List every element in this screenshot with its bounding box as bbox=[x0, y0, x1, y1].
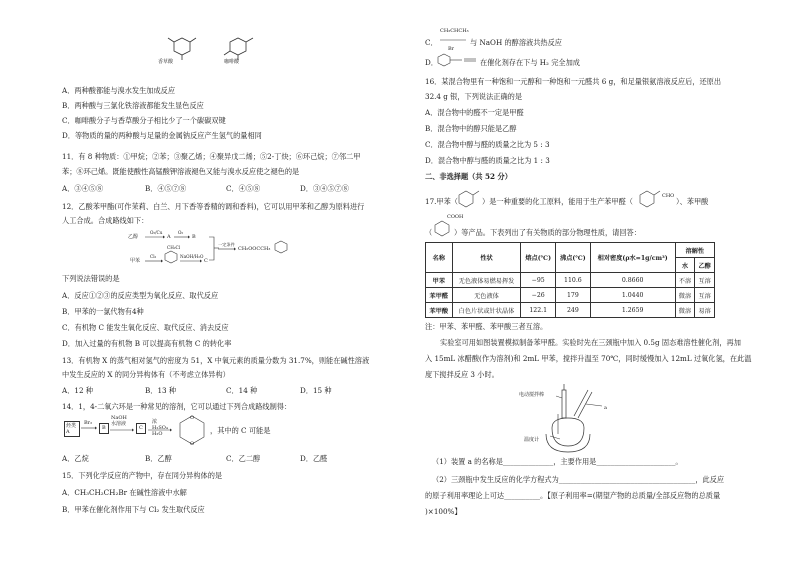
benzaldehyde-structure bbox=[637, 186, 661, 208]
section-heading: 二、非选择题（共 52 分） bbox=[425, 172, 512, 181]
cell: 无色液体易燃易挥发 bbox=[452, 273, 521, 288]
q15c-br: Br bbox=[448, 46, 455, 52]
q17-sub2-line2: 的原子利用率理论上可达__________。【原子利用率=(期望产物的总质量/全部反应物的总质量 bbox=[425, 491, 721, 500]
caffeic-acid-label: 咖啡酸 bbox=[224, 59, 240, 65]
q15-option-c-prefix: C． bbox=[425, 38, 438, 47]
scheme-cond4: NaOH/H₂O bbox=[180, 254, 204, 259]
scheme-toluene: 甲苯 bbox=[130, 258, 141, 264]
flow-arrow-3 bbox=[148, 428, 172, 432]
scheme-c: C bbox=[204, 258, 208, 264]
table-row bbox=[426, 273, 715, 288]
toluene-structure bbox=[456, 186, 480, 208]
label-condenser-a: a bbox=[604, 405, 607, 411]
cell: 苯甲酸 bbox=[426, 303, 453, 318]
cell: 微溶 bbox=[675, 303, 695, 318]
th-solubility: 溶解性 bbox=[675, 243, 714, 258]
scheme-ch2cl: CH₂Cl bbox=[167, 245, 181, 250]
q13-stem-line1: 13．有机物 X 的蒸气相对氢气的密度为 51，X 中氧元素的质量分数为 31.7%，则能在碱性溶液 bbox=[62, 356, 370, 365]
th-bp: 沸点(℃) bbox=[556, 243, 591, 273]
q17-procedure-line3: 度下搅拌反应 3 小时。 bbox=[425, 370, 499, 379]
q11-stem-line2: 苯；⑧环己烯。既能使酸性高锰酸钾溶液褪色又能与溴水反应使之褪色的是 bbox=[62, 167, 300, 176]
cooh-label: COOH bbox=[447, 214, 464, 220]
scheme-cond2: O₂ bbox=[178, 230, 184, 235]
q13-option-c: C．14 种 bbox=[226, 386, 258, 395]
benzoic-acid-structure bbox=[433, 219, 453, 237]
cell: 0.8660 bbox=[590, 273, 675, 288]
table-note: 注：甲苯、苯甲醛、苯甲酸三者互溶。 bbox=[425, 322, 548, 331]
cell: 互溶 bbox=[695, 288, 715, 303]
flow-step-0: 烃类 A bbox=[64, 421, 80, 437]
cell: 1.2659 bbox=[590, 303, 675, 318]
cell: 微溶 bbox=[675, 288, 695, 303]
th-appearance: 性状 bbox=[452, 243, 521, 273]
flow-reagent-1: Br₂ bbox=[84, 420, 93, 426]
q17-text-a: 17.甲苯（ bbox=[425, 197, 458, 206]
cell: 甲苯 bbox=[426, 273, 453, 288]
q16-option-c: C．混合物中醇与醛的质量之比为 5 : 3 bbox=[425, 140, 550, 149]
q12-option-b: B．甲苯的一氯代物有4种 bbox=[62, 307, 144, 316]
scheme-product-ring bbox=[274, 240, 288, 254]
q10-option-b: B．两种酸与三氯化铁溶液都能发生显色反应 bbox=[62, 101, 204, 110]
th-mp: 熔点(℃) bbox=[521, 243, 556, 273]
th-water: 水 bbox=[675, 258, 695, 273]
cell: 不溶 bbox=[675, 273, 695, 288]
scheme-cond5: 一定条件 bbox=[218, 242, 235, 247]
q17-text-b: ）是一种重要的化工原料，能用于生产苯甲醛（ bbox=[482, 197, 633, 206]
q14-option-a: A．乙烷 bbox=[62, 454, 89, 463]
cell: 110.6 bbox=[556, 273, 591, 288]
q11-stem-line1: 11．有 8 种物质：①甲烷；②苯；③聚乙烯；④聚异戊二烯；⑤2-丁炔；⑥环己烷；⑦邻二甲 bbox=[62, 152, 361, 161]
q17-text-c: ）、苯甲酸 bbox=[676, 197, 709, 206]
q16-option-b: B．混合物中的醇只能是乙醇 bbox=[425, 124, 517, 133]
q12-question: 下列说法错误的是 bbox=[62, 274, 120, 283]
q17-procedure-line2: 入 15mL 冰醋酸(作为溶剂)和 2mL 甲苯，搅拌升温至 70℃，同时缓慢加入 12mL 过氧化氢，在此温 bbox=[425, 354, 752, 363]
q16-stem-line1: 16．某混合物里有一种饱和一元醇和一种饱和一元醛共 6 g，和足量银氨溶液反应后，还原出 bbox=[425, 77, 722, 86]
q17-sub2-line1: （2）三颈瓶中发生反应的化学方程式为______________________________________，此反应 bbox=[432, 475, 725, 484]
flow-step-c: C bbox=[136, 423, 146, 434]
properties-table bbox=[425, 242, 715, 318]
q13-option-d: D．15 种 bbox=[300, 386, 332, 395]
q10-option-c: C．咖啡酸分子与香草酸分子相比少了一个碳碳双键 bbox=[62, 116, 226, 125]
q11-option-d: D．③④⑤⑦⑧ bbox=[300, 184, 349, 193]
q15-option-b: B．甲苯在催化剂作用下与 Cl₂ 发生取代反应 bbox=[62, 505, 205, 514]
scheme-arrow-3 bbox=[145, 259, 163, 263]
cell: 互溶 bbox=[695, 273, 715, 288]
q14-option-d: D．乙醛 bbox=[300, 454, 328, 463]
scheme-product: CH₂OOCCH₃ bbox=[238, 246, 271, 252]
q17-procedure-line1: 实验室可用如图装置模拟制备苯甲醛。实验时先在三颈瓶中加入 0.5g 固态难溶性催化剂，再加 bbox=[440, 338, 741, 347]
cell: −95 bbox=[521, 273, 556, 288]
q14-option-c: C．乙二醇 bbox=[226, 454, 261, 463]
q15c-top-formula: CH₃CHCH₃ bbox=[440, 28, 469, 34]
styrene-structure bbox=[436, 53, 478, 67]
scheme-arrow-5 bbox=[218, 247, 236, 251]
q17-sub2-line3: )×100%】 bbox=[425, 507, 462, 516]
q11-option-a: A．③④⑤⑧ bbox=[62, 184, 104, 193]
label-thermometer: 温度计 bbox=[524, 437, 540, 443]
flow-arrow-1 bbox=[81, 426, 97, 430]
flow-reagent-2: NaOH 水溶液 bbox=[111, 415, 127, 427]
th-name: 名称 bbox=[426, 243, 453, 273]
q16-stem-line2: 32.4 g 银，下列说法正确的是 bbox=[425, 92, 523, 101]
cell: 1.0440 bbox=[590, 288, 675, 303]
cell: 122.1 bbox=[521, 303, 556, 318]
q15-option-a: A．CH₃CH₂CH₂Br 在碱性溶液中水解 bbox=[62, 488, 187, 497]
flow-reagent-3: 浓 H₂SO₄ H₂O bbox=[152, 419, 168, 437]
dioxane-o-top: O bbox=[190, 415, 195, 421]
scheme-arrow-2 bbox=[174, 235, 190, 239]
q15-option-d-prefix: D． bbox=[425, 58, 438, 67]
table-row bbox=[426, 288, 715, 303]
q12-option-c: C．有机物 C 能发生氧化反应、取代反应、消去反应 bbox=[62, 323, 229, 332]
q12-stem-line2: 人工合成。合成路线如下： bbox=[62, 216, 149, 225]
q15-option-d-suffix: 在催化剂存在下与 H₂ 完全加成 bbox=[480, 58, 580, 67]
q10-option-a: A．两种酸都能与溴水发生加成反应 bbox=[62, 86, 176, 95]
q11-option-b: B．④⑤⑦⑧ bbox=[145, 184, 187, 193]
cell: 易溶 bbox=[695, 303, 715, 318]
q14-option-b: B．乙醇 bbox=[145, 454, 172, 463]
q17-text-e: ）等产品。下表列出了有关物质的部分物理性质，请回答： bbox=[454, 228, 641, 237]
cell: 249 bbox=[556, 303, 591, 318]
scheme-arrow-1 bbox=[145, 235, 165, 239]
cell: −26 bbox=[521, 288, 556, 303]
th-ethanol: 乙醇 bbox=[695, 258, 715, 273]
scheme-arrow-4 bbox=[180, 259, 202, 263]
cell: 白色片状或针状晶体 bbox=[452, 303, 521, 318]
scheme-ethanol: 乙醇 bbox=[128, 234, 139, 240]
scheme-cond1: O₂/Cu bbox=[150, 230, 163, 235]
q11-option-c: C．④⑤⑧ bbox=[226, 184, 261, 193]
q12-option-a: A．反应①②③的反应类型为氧化反应、取代反应 bbox=[62, 291, 219, 300]
q12-option-d: D．加入过量的有机物 B 可以提高有机物 C 的转化率 bbox=[62, 339, 232, 348]
q15-stem: 15．下列化学反应的产物中，存在同分异构体的是 bbox=[62, 471, 223, 480]
q13-option-b: B．13 种 bbox=[145, 386, 177, 395]
q13-stem-line2: 中发生反应的 X 的同分异构体有（不考虑立体异构） bbox=[62, 370, 230, 379]
cell: 无色液体 bbox=[452, 288, 521, 303]
q15-option-c-suffix: 与 NaOH 的醇溶液共热反应 bbox=[470, 38, 562, 47]
q12-stem-line1: 12．乙酸苯甲酯(可作茉莉、白兰、月下香等香精的调和香料)，它可以用甲苯和乙醇为原料进行 bbox=[62, 202, 365, 211]
apparatus-diagram bbox=[540, 384, 610, 454]
flow-arrow-2 bbox=[110, 428, 134, 432]
dioxane-o-bottom: O bbox=[190, 441, 195, 447]
scheme-a: A bbox=[167, 234, 171, 240]
vanillic-acid-label: 香草酸 bbox=[158, 59, 174, 65]
table-row bbox=[426, 303, 715, 318]
cho-label: CHO bbox=[662, 193, 675, 199]
flow-step-b: B bbox=[99, 423, 109, 434]
scheme-benzene-ring bbox=[164, 250, 178, 264]
scheme-cond3: Cl₂ bbox=[150, 254, 157, 259]
q16-option-a: A．混合物中的醛不一定是甲醛 bbox=[425, 108, 524, 117]
q17-text-d: （ bbox=[425, 228, 433, 237]
q14-tail: ，其中的 C 可能是 bbox=[210, 426, 271, 435]
cell: 179 bbox=[556, 288, 591, 303]
q14-stem-line1: 14．1，4-二氧六环是一种常见的溶剂，它可以通过下列合成路线制得： bbox=[62, 402, 292, 411]
label-stirrer: 电动搅拌棒 bbox=[519, 392, 545, 398]
q16-option-d: D．混合物中醇与醛的质量之比为 1 : 3 bbox=[425, 156, 550, 165]
q17-sub1: （1）装置 a 的名称是______________，主要作用是______________________。 bbox=[432, 457, 683, 466]
q13-option-a: A．12 种 bbox=[62, 386, 93, 395]
cell: 苯甲醛 bbox=[426, 288, 453, 303]
th-density: 相对密度(ρ水=1g/cm³) bbox=[590, 243, 675, 273]
scheme-b: B bbox=[192, 234, 196, 240]
q10-option-d: D．等物质的量的两种酸与足量的金属钠反应产生氢气的量相同 bbox=[62, 131, 262, 140]
